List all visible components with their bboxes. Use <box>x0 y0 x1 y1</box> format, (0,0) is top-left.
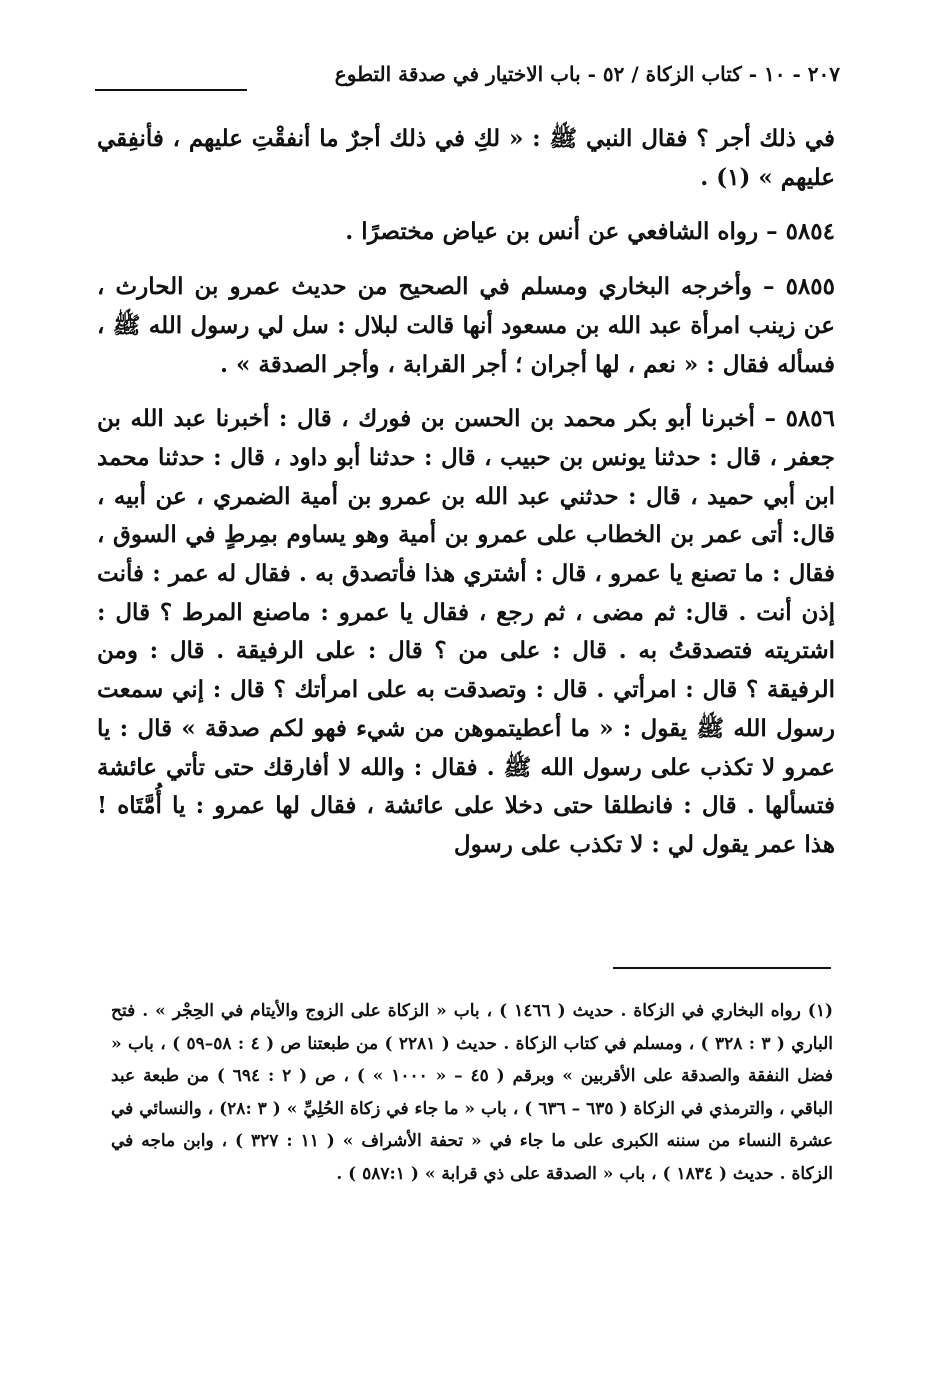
paragraph-5856: ٥٨٥٦ – أخبرنا أبو بكر محمد بن الحسن بن فورك ، قال : أخبرنا عبد الله بن جعفر ، قال : حدثنا يونس بن حبيب ، قال : حدثنا أبو داود ، قال : حدثنا محمد ابن أبي حميد ، قال : حدثني عبد الله بن عمرو بن أمية الضمري ، عن أبيه ، قال: أتى عمر بن الخطاب على عمرو بن أمية وهو يساوم بمِرطٍ في السوق ، فقال : ما تصنع يا عمرو ، قال : أشتري هذا فأتصدق به . فقال له عمر : فأنت إذن أنت . قال: ثم مضى ، ثم رجع ، فقال يا عمرو : ماصنع المرط ؟ قال : اشتريته فتصدقتُ به . قال : على من ؟ قال : على الرفيقة . قال : ومن الرفيقة ؟ قال : امرأتي . قال : وتصدقت به على امرأتك ؟ قال : إني سمعت رسول الله ﷺ يقول : « ما أعطيتموهن من شيء فهو لكم صدقة » قال : يا عمرو لا تكذب على رسول الله ﷺ . فقال : والله لا أفارقك حتى تأتي عائشة فتسألها . قال : فانطلقا حتى دخلا على عائشة ، فقال لها عمرو : يا أُمَّتَاه ! هذا عمر يقول لي : لا تكذب على رسول <box>97 405 836 858</box>
footnote-rule <box>613 967 831 969</box>
paragraph-continuation: في ذلك أجر ؟ فقال النبي ﷺ : « لكِ في ذلك أجرٌ ما أنفقْتِ عليهم ، فأنفِقي عليهم » (١) . <box>97 125 835 191</box>
footnotes <box>111 995 833 1190</box>
footnote-1: (١) رواه البخاري في الزكاة . حديث ( ١٤٦٦ ) ، باب « الزكاة على الزوج والأيتام في الحِجْر » . فتح الباري ( ٣ : ٣٢٨ ) ، ومسلم في كتاب الزكاة . حديث ( ٢٢٨١ ) من طبعتنا ص ( ٤ : ٥٨–٥٩ ) ، باب « فضل النفقة والصدقة على الأقربين » وبرقم ( ٤٥ – « ١٠٠٠ » ) ، ص ( ٢ : ٦٩٤ ) من طبعة عبد الباقي ، والترمذي في الزكاة ( ٦٣٥ – ٦٣٦ ) ، باب « ما جاء في زكاة الحُلِيِّ » ( ٣ :٢٨) ، والنسائي في عشرة النساء من سننه الكبرى على ما جاء في « تحفة الأشراف » ( ١١ : ٣٢٧ ) ، وابن ماجه في الزكاة . حديث ( ١٨٣٤ ) ، باب « الصدقة على ذي قرابة » ( ٥٨٧:١ ) . <box>111 1001 834 1184</box>
paragraph-5855: ٥٨٥٥ – وأخرجه البخاري ومسلم في الصحيح من حديث عمرو بن الحارث ، عن زينب امرأة عبد الله بن مسعود أنها قالت لبلال : سل لي رسول الله ﷺ ، فسأله فقال : « نعم ، لها أجران ؛ أجر القرابة ، وأجر الصدقة » . <box>97 273 835 378</box>
main-text <box>97 120 835 865</box>
header-rule <box>95 89 247 91</box>
running-header: ٢٠٧ - ١٠ - كتاب الزكاة / ٥٢ - باب الاختيار في صدقة التطوع <box>334 62 840 86</box>
paragraph-5854: ٥٨٥٤ – رواه الشافعي عن أنس بن عياض مختصرًا . <box>345 218 835 246</box>
